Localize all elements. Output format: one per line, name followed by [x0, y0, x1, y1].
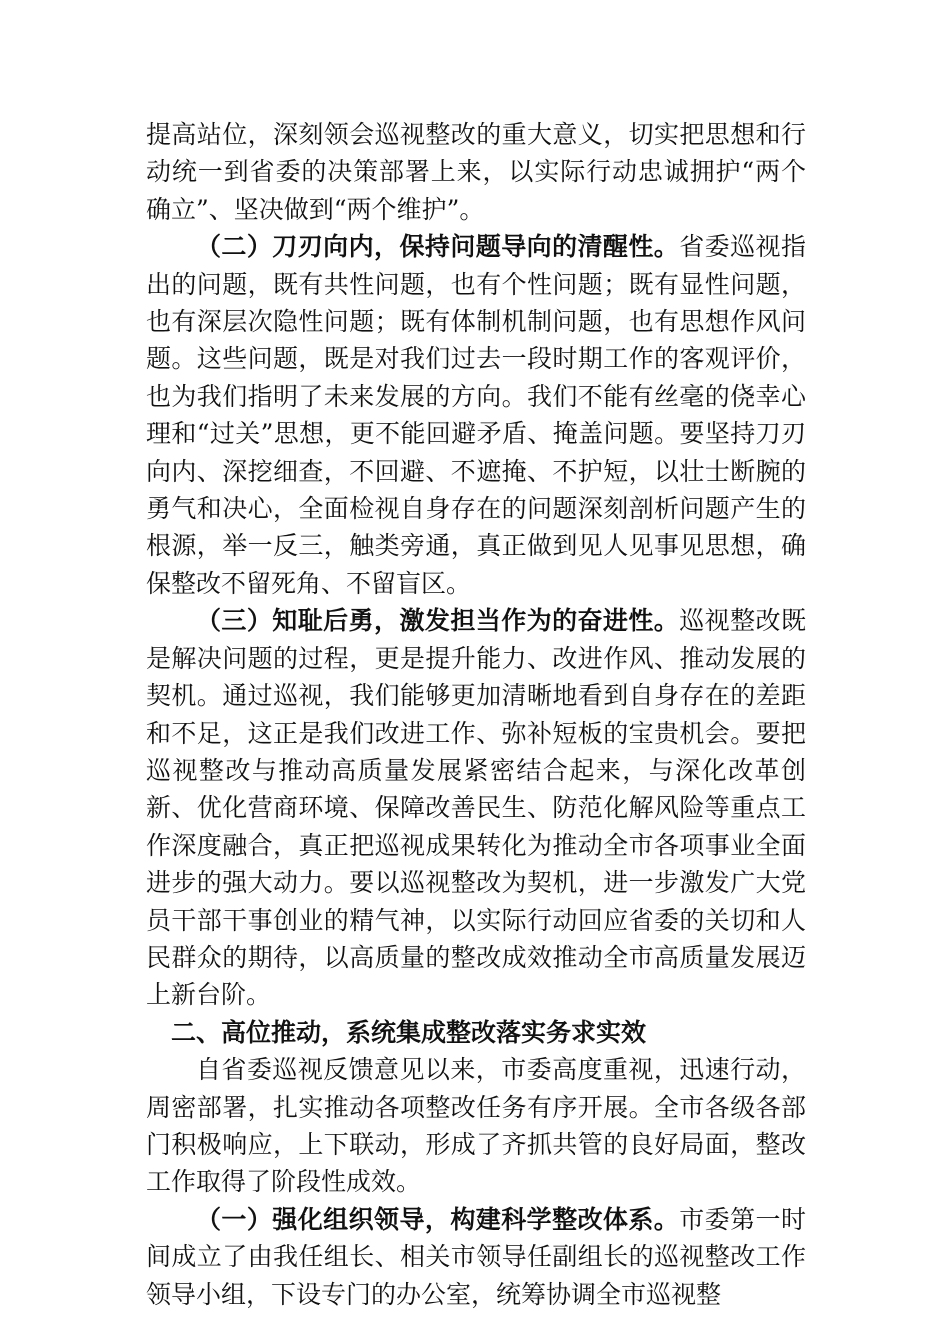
subsection-heading: （一）强化组织领导，构建科学整改体系。	[196, 1204, 680, 1234]
paragraph-text: 市委第一时间成立了由我任组长、相关市领导任副组长的巡视整改工作领导小组，下设专门的办公室，统筹协调全市巡视整	[146, 1204, 806, 1309]
section-heading: 二、高位推动，系统集成整改落实务求实效	[171, 1017, 647, 1047]
body-paragraph-2	[146, 228, 806, 602]
paragraph-text: 省委巡视指出的问题，既有共性问题，也有个性问题；既有显性问题，也有深层次隐性问题；既有体制机制问题，也有思想作风问题。这些问题，既是对我们过去一段时期工作的客观评价，也为我们指明了未来发展的方向。我们不能有丝毫的侥幸心理和“过关”思想，更不能回避矛盾、掩盖问题。要坚持刀刃向内、深挖细查，不回避、不遮掩、不护短，以壮士断腕的勇气和决心，全面检视自身存在的问题深刻剖析问题产生的根源，举一反三，触类旁通，真正做到见人见事见思想，确保整改不留死角、不留盲区。	[146, 232, 806, 598]
paragraph-text: 提高站位，深刻领会巡视整改的重大意义，切实把思想和行动统一到省委的决策部署上来，以实际行动忠诚拥护“两个确立”、坚决做到“两个维护”。	[146, 120, 806, 224]
paragraph-text: 巡视整改既是解决问题的过程，更是提升能力、改进作风、推动发展的契机。通过巡视，我们能够更加清晰地看到自身存在的差距和不足，这正是我们改进工作、弥补短板的宝贵机会。要把巡视整改与推动高质量发展紧密结合起来，与深化改革创新、优化营商环境、保障改善民生、防范化解风险等重点工作深度融合，真正把巡视成果转化为推动全市各项事业全面进步的强大动力。要以巡视整改为契机，进一步激发广大党员干部干事创业的精气神，以实际行动回应省委的关切和人民群众的期待，以高质量的整改成效推动全市高质量发展迈上新台阶。	[146, 606, 806, 1010]
document-page	[146, 116, 806, 1313]
body-paragraph-4	[146, 1051, 806, 1201]
subsection-heading: （三）知耻后勇，激发担当作为的奋进性。	[196, 606, 680, 636]
body-paragraph-1	[146, 116, 806, 228]
subsection-heading: （二）刀刃向内，保持问题导向的清醒性。	[196, 232, 680, 262]
body-paragraph-3	[146, 602, 806, 1013]
body-paragraph-5	[146, 1201, 806, 1313]
paragraph-text: 自省委巡视反馈意见以来，市委高度重视，迅速行动，周密部署，扎实推动各项整改任务有序开展。全市各级各部门积极响应，上下联动，形成了齐抓共管的良好局面，整改工作取得了阶段性成效。	[146, 1055, 806, 1197]
